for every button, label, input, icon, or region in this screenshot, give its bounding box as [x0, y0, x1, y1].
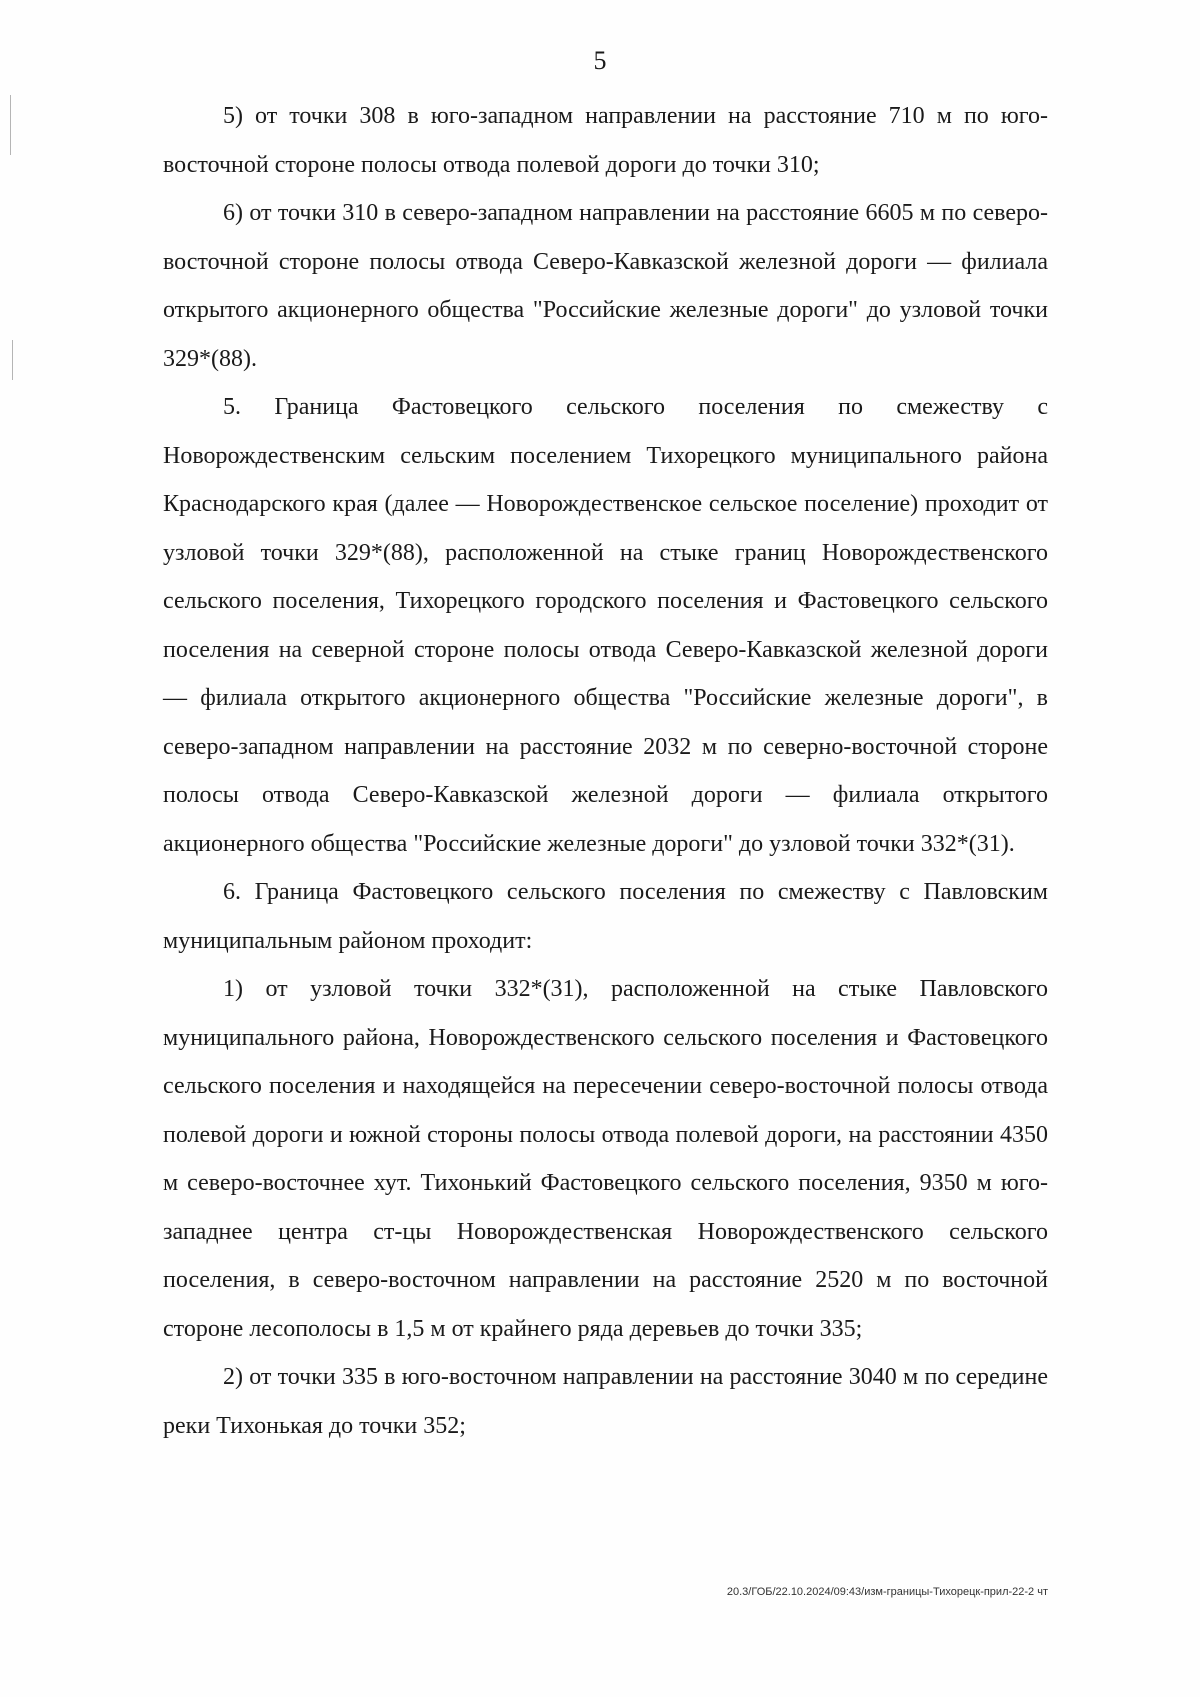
page-number: 5 [593, 46, 607, 75]
scan-margin-mark [12, 340, 13, 380]
paragraph-item-5: 5) от точки 308 в юго-западном направлении на расстояние 710 м по юго-восточной стороне полосы отвода полевой дороги до точки 310; [163, 103, 1048, 178]
paragraph-item-1: 1) от узловой точки 332*(31), расположенной на стыке Павловского муниципального района, Новорождественского сельского поселения и Фастовецкого сельского поселения и находящейся на пересечении северо-восточной полосы отвода полевой дороги и южной стороны полосы отвода полевой дороги, на расстоянии 4350 м северо-восточнее хут. Тихонький Фастовецкого сельского поселения, 9350 м юго-западнее центра ст-цы Новорождественская Новорождественского сельского поселения, в северо-восточном направлении на расстояние 2520 м по восточной стороне лесополосы в 1,5 м от крайнего ряда деревьев до точки 335; [163, 976, 1048, 1342]
paragraph-section-5: 5. Граница Фастовецкого сельского поселения по смежеству с Новорождественским сельским поселением Тихорецкого муниципального района Краснодарского края (далее — Новорождественское сельское поселение) проходит от узловой точки 329*(88), расположенной на стыке границ Новорождественского сельского поселения, Тихорецкого городского поселения и Фастовецкого сельского поселения на северной стороне полосы отвода Северо-Кавказской железной дороги — филиала открытого акционерного общества "Российские железные дороги", в северо-западном направлении на расстояние 2032 м по северно-восточной стороне полосы отвода Северо-Кавказской железной дороги — филиала открытого акционерного общества "Российские железные дороги" до узловой точки 332*(31). [163, 394, 1048, 857]
paragraph-section-6: 6. Граница Фастовецкого сельского поселения по смежеству с Павловским муниципальным районом проходит: [163, 879, 1048, 954]
paragraph-item-6: 6) от точки 310 в северо-западном направлении на расстояние 6605 м по северо-восточной стороне полосы отвода Северо-Кавказской железной дороги — филиала открытого акционерного общества "Российские железные дороги" до узловой точки 329*(88). [163, 200, 1048, 372]
paragraph-item-2: 2) от точки 335 в юго-восточном направлении на расстояние 3040 м по середине реки Тихонькая до точки 352; [163, 1364, 1048, 1439]
document-body [163, 92, 1048, 1450]
document-footer-id: 20.3/ГОБ/22.10.2024/09:43/изм-границы-Тихорецк-прил-22-2 чт [726, 1586, 1048, 1598]
scan-margin-mark [10, 95, 11, 155]
